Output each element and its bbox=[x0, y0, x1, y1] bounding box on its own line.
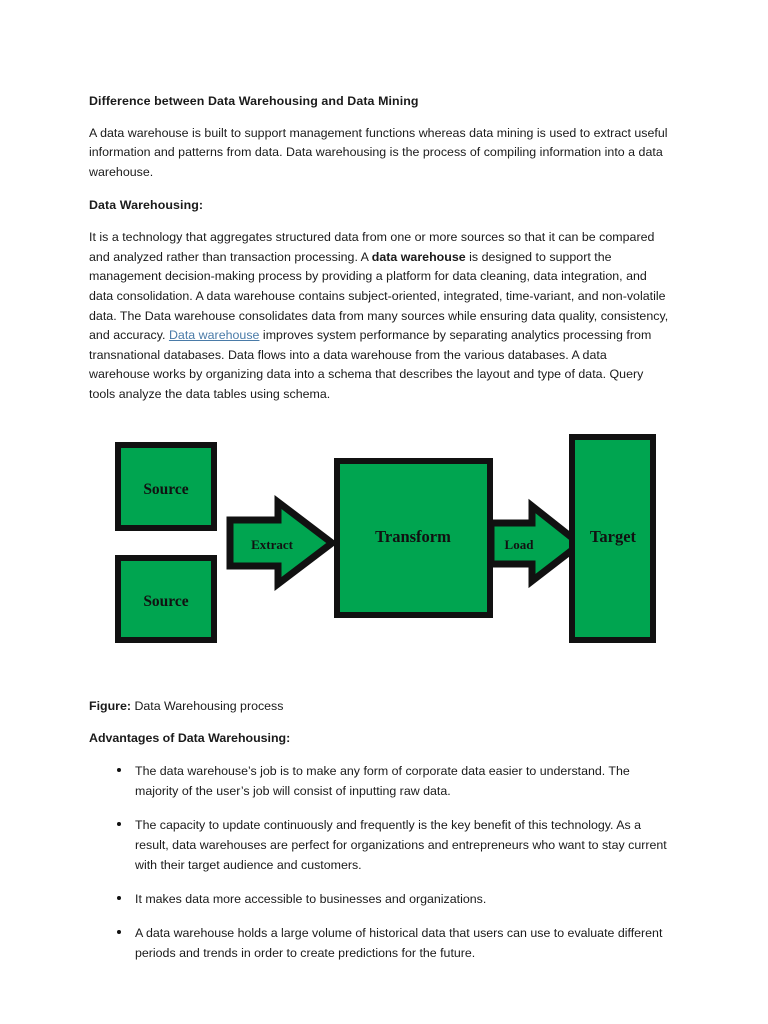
diagram-arrow-extract bbox=[230, 502, 332, 584]
bullet-icon bbox=[117, 768, 121, 772]
section-heading-data-warehousing: Data Warehousing: bbox=[89, 197, 204, 212]
list-item-text: A data warehouse holds a large volume of historical data that users can use to evaluate different periods and trends in order to create predictions for the future. bbox=[135, 926, 663, 961]
advantages-list bbox=[89, 761, 669, 964]
figure-caption-text: Data Warehousing process bbox=[131, 698, 284, 713]
figure-caption-label: Figure: bbox=[89, 698, 131, 713]
data-warehousing-paragraph bbox=[89, 228, 669, 404]
list-item-text: The data warehouse’s job is to make any form of corporate data easier to understand. The majority of the user’s job will consist of inputting raw data. bbox=[135, 763, 630, 798]
list-item-text: The capacity to update continuously and frequently is the key benefit of this technology. As a result, data warehouses are perfect for organizations and entrepreneurs who want to stay current with their target audience and customers. bbox=[135, 817, 667, 872]
list-item bbox=[89, 761, 669, 801]
bullet-icon bbox=[117, 896, 121, 900]
diagram-arrow-load bbox=[491, 506, 580, 581]
data-warehouse-link[interactable]: Data warehouse bbox=[168, 328, 260, 343]
diagram-node-source-1 bbox=[118, 445, 214, 528]
list-item bbox=[89, 923, 669, 963]
paragraph-segment-1: It is a technology that aggregates structured data from one or more sources so that it can be compared and analyzed rather than transaction processing. A bbox=[89, 230, 655, 264]
diagram-node-label: Source bbox=[143, 481, 189, 498]
advantages-heading: Advantages of Data Warehousing: bbox=[89, 731, 291, 746]
diagram-node-target bbox=[572, 437, 653, 640]
diagram-node-label: Source bbox=[143, 593, 189, 610]
diagram-node-label: Transform bbox=[375, 527, 451, 546]
diagram-arrow-label: Extract bbox=[251, 537, 293, 552]
paragraph-segment-2: is designed to support the management decision-making process by providing a platform for data cleaning, data integration, and data consolidation. A data warehouse contains subject-oriented, integrated, time-variant, and non-volatile data. The Data warehouse consolidates data from many sources while ensuring data quality, consistency, and accuracy. bbox=[89, 249, 669, 343]
list-item-text: It makes data more accessible to businesses and organizations. bbox=[135, 892, 487, 907]
figure-caption bbox=[89, 697, 669, 716]
data-warehousing-diagram bbox=[110, 425, 670, 655]
intro-paragraph: A data warehouse is built to support management functions whereas data mining is used to extract useful information and patterns from data. Data warehousing is the process of compiling information into a data warehouse. bbox=[89, 125, 668, 179]
list-item bbox=[89, 815, 669, 875]
diagram-node-transform bbox=[337, 461, 490, 615]
paragraph-segment-3: improves system performance by separating analytics processing from transnational databases. Data flows into a data warehouse from the various databases. A data warehouse works by organizing data into a schema that describes the layout and type of data. Query tools analyze the data tables using schema. bbox=[89, 328, 652, 401]
bullet-icon bbox=[117, 930, 121, 934]
diagram-node-label: Target bbox=[589, 527, 637, 546]
list-item bbox=[89, 889, 669, 909]
bold-term-data-warehouse: data warehouse bbox=[371, 249, 466, 264]
diagram-node-source-2 bbox=[118, 558, 214, 640]
diagram-arrow-label: Load bbox=[504, 537, 534, 552]
page-title: Difference between Data Warehousing and Data Mining bbox=[89, 94, 419, 108]
bullet-icon bbox=[117, 822, 121, 826]
